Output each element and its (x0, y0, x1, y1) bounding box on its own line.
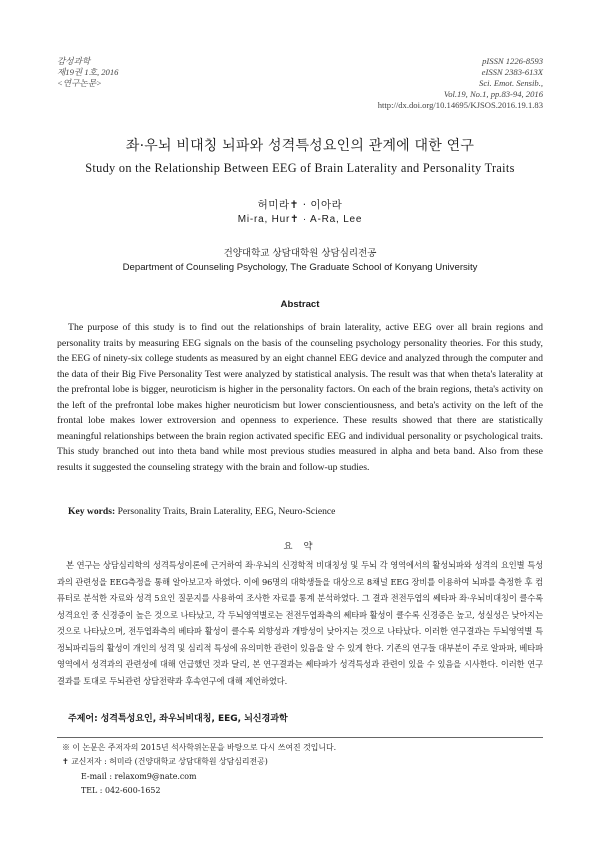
affiliation-korean: 건양대학교 상담대학원 상담심리전공 (223, 248, 377, 259)
keywords-ko-label: 주제어: (68, 714, 98, 724)
keywords-text: Personality Traits, Brain Laterality, EEG, Neuro-Science (117, 506, 336, 517)
title-english: Study on the Relationship Between EEG of Brain Laterality and Personality Traits (85, 161, 515, 175)
eissn: eISSN 2383-613X (481, 67, 543, 77)
doi-link[interactable]: http://dx.doi.org/10.14695/KJSOS.2016.19.1.83 (377, 100, 543, 110)
journal-header-left (57, 56, 118, 89)
summary-text: 본 연구는 상담심리학의 성격특성이론에 근거하여 좌·우뇌의 신경학적 비대칭성 및 두뇌 각 영역에서의 활성뇌파와 성격의 요인별 특성과의 관련성을 EEG측정을 통해 알아보고자 하였다. 이에 96명의 대학생들을 대상으로 8채널 EEG 장비를 이용하여 뇌파를 측정한 후 컴퓨터로 분석한 자료와 성격 5요인 질문지를 사용하여 조사한 자료를 통계 분석하였다. 그 결과 전전두엽의 쎄타파 좌·우뇌비대칭이 클수록 성격요인 중 신경증이 높은 것으로 나타났고, 각 두뇌영역별로는 전전두엽좌측의 쎄타파 활성이 클수록 신경증은 높고, 성실성은 낮아지는 것으로 나타났으며, 전두엽좌측의 베타파 활성이 클수록 외향성과 개방성이 낮아지는 것으로 나타났다. 이러한 연구결과는 두뇌영역별 특정뇌파리듬의 활성이 개인의 성격 및 심리적 특성에 유의미한 관련이 있음을 알 수 있게 한다. 기존의 연구들 대부분이 주로 알파파, 베타파 영역에서 성격과의 관련성에 대해 언급했던 것과 달리, 본 연구결과는 쎄타파가 성격특성과 관련이 있을 수 있음을 시사한다. 이러한 연구 결과를 토대로 두뇌관련 상담전략과 후속연구에 대해 제언하였다. (57, 560, 543, 686)
article-type: <연구논문> (57, 78, 102, 88)
journal-header-right (378, 56, 543, 111)
footnote-divider (57, 737, 543, 738)
footnote-corresponding-author: ✝ 교신저자 : 허미라 (건양대학교 상담대학원 상담심리전공) (62, 757, 268, 766)
authors-english: Mi-ra, Hur✝ · A-Ra, Lee (237, 214, 363, 225)
keywords-ko-text: 성격특성요인, 좌우뇌비대칭, EEG, 뇌신경과학 (100, 714, 288, 724)
authors-korean: 허미라✝ · 이아라 (257, 199, 343, 211)
title-korean: 좌·우뇌 비대칭 뇌파와 성격특성요인의 관계에 대한 연구 (125, 138, 475, 154)
abstract-heading: Abstract (280, 299, 320, 310)
journal-name-ko: 감성과학 (57, 56, 91, 66)
summary-heading: 요 약 (283, 541, 317, 552)
journal-name-en: Sci. Emot. Sensib., (479, 78, 543, 88)
footnote-tel: TEL : 042-600-1652 (81, 786, 161, 795)
keywords-line (68, 506, 335, 517)
affiliation-english: Department of Counseling Psychology, The Graduate School of Konyang University (122, 262, 478, 273)
footnote-thesis: ※ 이 논문은 주저자의 2015년 석사학위논문을 바탕으로 다시 쓰여진 것입니다. (62, 743, 337, 752)
pissn: pISSN 1226-8593 (482, 56, 543, 66)
keywords-ko-line (68, 711, 288, 724)
footnote-email: E-mail : relaxom9@nate.com (81, 772, 197, 781)
abstract-text: The purpose of this study is to find out the relationships of brain laterality, active EEG over all brain regions and personality traits by measuring EEG signals on the basis of the counseling psychology personality theories. For this study, the EEG of ninety-six college students as measured by an eight channel EEG device and analyzed through the computer and the data of their Big Five Personality Test were analyzed by statistical analysis. The result was that when theta's laterality at the prefrontal lobe is bigger, neuroticism is higher in the personality factors. On each of the brain regions, theta's activity on the left of the prefrontal lobe makes higher neuroticism but lower conscientiousness, and beta's activity on the left of the frontal lobe makes lower extroversion and openness to experience. These results showed that there are statistically meaningful relationships between the brain region activated specific EEG and individual personality or psychological traits. This study branched out into theta band while most previous studies measured in alpha and beta band. Also from these results it suggested the counseling strategy with the brain and follow-up studies. (57, 322, 543, 473)
keywords-label: Key words: (68, 506, 116, 517)
volume-info: Vol.19, No.1, pp.83-94, 2016 (443, 89, 543, 99)
issue-ko: 제19권 1호, 2016 (57, 67, 119, 77)
